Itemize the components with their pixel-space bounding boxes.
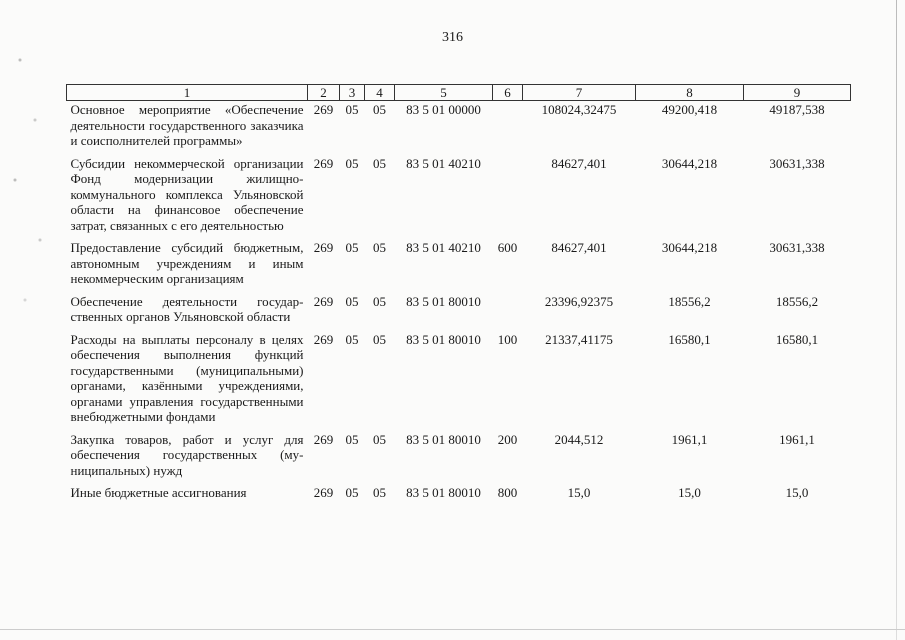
cell-expense-type: 200 (497, 431, 518, 447)
column-header: 4 (365, 85, 395, 101)
row-name: Закупка товаров, работ и услуг для обеспечения государственных (муниципальных) нужд (70, 431, 304, 478)
cell-section: 05 (345, 155, 359, 171)
table-row (67, 101, 851, 155)
cell-amount-7: 23396,92375 (544, 293, 614, 309)
cell-amount-9: 30631,338 (769, 240, 825, 255)
row-name: Иные бюджетные ассигнования (70, 485, 247, 500)
cell-subsection: 05 (373, 331, 386, 347)
column-header: 2 (308, 85, 340, 101)
cell-ministry: 269 (313, 102, 334, 117)
cell-amount-7: 15,0 (567, 485, 591, 500)
column-header: 1 (67, 85, 308, 101)
cell-ministry: 269 (313, 485, 334, 500)
cell-subsection: 05 (373, 102, 386, 117)
cell-section: 05 (345, 485, 359, 500)
page-number: 316 (442, 30, 463, 45)
cell-amount-8: 16580,1 (668, 331, 711, 347)
scan-edge-bottom (0, 629, 905, 630)
cell-amount-7: 84627,401 (551, 155, 607, 171)
cell-amount-7: 21337,41175 (545, 331, 613, 347)
row-name: Предоставление субсидий бюджетным, автономным учреждениям и иным некоммерческим организациям (70, 240, 304, 286)
cell-section: 05 (345, 102, 359, 117)
cell-subsection: 05 (373, 431, 386, 447)
cell-amount-7: 108024,32475 (541, 102, 617, 117)
budget-table (66, 84, 851, 507)
row-name: Субсидии некоммерческой организации Фонд модернизации жилищно-коммунального комплекса Ульяновской области на финансовое обеспечение затрат, связанных с его деятельностью (70, 155, 304, 233)
cell-amount-9: 16580,1 (775, 331, 819, 347)
cell-section: 05 (345, 293, 359, 309)
cell-amount-9: 15,0 (785, 485, 809, 500)
cell-target-code: 83 5 01 00000 (406, 102, 481, 117)
cell-ministry: 269 (313, 331, 334, 347)
cell-section: 05 (345, 240, 359, 255)
column-header: 8 (636, 85, 744, 101)
cell-subsection: 05 (373, 485, 386, 500)
row-name: Расходы на выплаты персоналу в целях обеспечения выполнения функций государственными (муниципальными) органами, казёнными учреждениями, органами управления государственными внебюджетными фондами (70, 331, 304, 424)
table-row (67, 293, 851, 331)
cell-amount-9: 1961,1 (779, 431, 815, 447)
row-name: Обеспечение деятельности государственных органов Ульяновской области (70, 293, 304, 324)
cell-amount-8: 30644,218 (661, 240, 718, 255)
cell-amount-8: 15,0 (678, 485, 701, 500)
cell-ministry: 269 (313, 293, 334, 309)
cell-expense-type: 600 (497, 240, 518, 255)
cell-expense-type (493, 293, 523, 331)
cell-subsection: 05 (373, 240, 386, 255)
cell-target-code: 83 5 01 80010 (406, 293, 481, 309)
column-header: 9 (744, 85, 851, 101)
cell-expense-type: 100 (497, 331, 518, 347)
cell-expense-type: 800 (497, 485, 518, 500)
cell-ministry: 269 (313, 155, 334, 171)
cell-subsection: 05 (373, 155, 386, 171)
cell-target-code: 83 5 01 40210 (406, 240, 481, 255)
cell-subsection: 05 (373, 293, 386, 309)
column-header: 7 (523, 85, 636, 101)
cell-amount-9: 18556,2 (775, 293, 819, 309)
cell-expense-type (493, 101, 523, 155)
cell-amount-8: 1961,1 (671, 431, 708, 447)
cell-expense-type (493, 155, 523, 240)
cell-section: 05 (345, 431, 359, 447)
cell-amount-7: 84627,401 (551, 240, 607, 255)
cell-target-code: 83 5 01 80010 (406, 485, 481, 500)
cell-amount-9: 49187,538 (769, 102, 825, 117)
column-header: 3 (340, 85, 365, 101)
scan-edge-right (896, 0, 897, 640)
row-name: Основное мероприятие «Обеспечение деятельности государственного заказчика и соисполнителей программы» (70, 102, 304, 148)
table-row (67, 155, 851, 240)
column-header: 6 (493, 85, 523, 101)
cell-amount-8: 18556,2 (668, 293, 711, 309)
cell-target-code: 83 5 01 80010 (406, 431, 481, 447)
cell-target-code: 83 5 01 80010 (406, 331, 481, 347)
cell-amount-8: 49200,418 (661, 102, 718, 117)
column-header: 5 (395, 85, 493, 101)
cell-ministry: 269 (313, 240, 334, 255)
cell-ministry: 269 (313, 431, 334, 447)
cell-amount-9: 30631,338 (769, 155, 825, 171)
scan-noise (0, 0, 60, 640)
cell-amount-7: 2044,512 (554, 431, 604, 447)
table-row (67, 484, 851, 507)
table-row (67, 331, 851, 431)
table-row (67, 431, 851, 485)
cell-section: 05 (345, 331, 359, 347)
table-row (67, 239, 851, 293)
cell-target-code: 83 5 01 40210 (406, 155, 481, 171)
table-header-row (67, 85, 851, 101)
cell-amount-8: 30644,218 (661, 155, 718, 171)
